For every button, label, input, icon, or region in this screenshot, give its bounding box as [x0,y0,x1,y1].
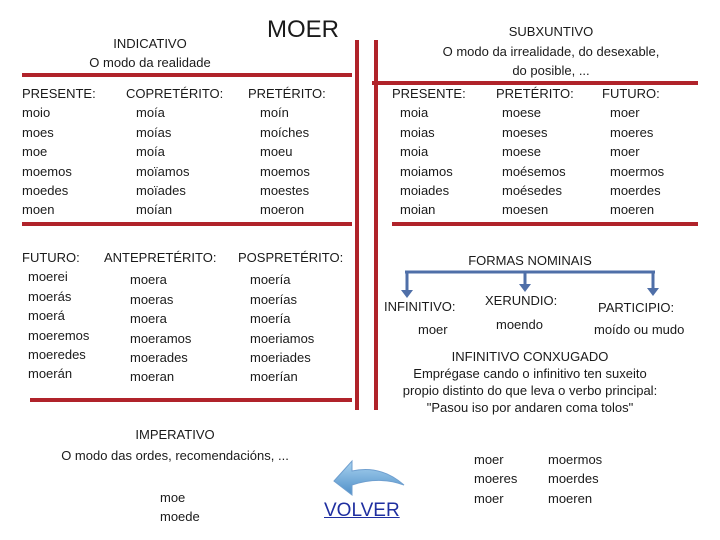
infinitivo-value: moer [418,322,448,337]
conj-form: moesen [502,202,549,218]
conj-form: moer [610,105,640,121]
conj-form: moeriades [250,350,311,366]
conj-form: moeron [260,202,305,218]
subxuntivo-header [420,24,682,79]
subxuntivo-presente-label: PRESENTE: [392,86,466,101]
conj-form: moeres [610,124,654,140]
conj-form: moerades [130,350,188,366]
infinitivo-conxugado [380,348,680,416]
volver-arrow-icon[interactable] [330,455,410,505]
infinitivo-conxugado-line-1: Emprégase cando o infinitivo ten suxeito [413,366,647,381]
conj-form: moïamos [136,163,190,179]
xerundio-label: XERUNDIO: [485,293,558,308]
conj-form: moedes [22,183,69,199]
imperativo-forms [160,488,200,527]
conj-form: moemos [22,163,72,179]
indicativo-presente [22,84,96,220]
conj-form: moeremos [28,327,90,343]
conj-form: moeres [474,471,518,487]
conj-form: moésedes [502,183,562,199]
conj-form: moésemos [502,163,566,179]
page-title: MOER [267,16,339,43]
conj-form: moemos [260,163,310,179]
participio-value: moído ou mudo [594,322,685,337]
conj-form: moermos [548,452,603,467]
conj-form: moíches [260,124,310,140]
indicativo-pospreterito [238,248,343,387]
conj-form: moen [22,202,55,218]
conj-form: moer [610,144,640,160]
arrow-head-infinitivo [401,290,413,298]
indicativo-preterito [248,84,326,220]
conj-form: moías [136,124,172,140]
conj-form: moe [160,490,186,505]
indicativo-copreterito-label: COPRETÉRITO: [126,86,224,101]
conj-form: moeren [548,490,593,506]
imperativo-name: IMPERATIVO [135,427,215,442]
arrow-head-participio [647,288,659,296]
conj-form: moer [474,490,504,506]
indicativo-copreterito [126,84,223,220]
conj-form: moia [400,105,429,121]
conj-form: moerei [28,269,68,285]
subxuntivo-presente [392,84,466,220]
conj-form: moeras [130,291,174,307]
indicativo-antepreterito [104,248,216,387]
indicativo-futuro [22,248,89,384]
subxuntivo-preterito-label: PRETÉRITO: [496,86,574,101]
conj-form: moía [136,105,165,121]
rule-indicativo-bottom [30,398,352,402]
conj-form: moeren [610,202,655,218]
indicativo-futuro-label: FUTURO: [22,250,80,265]
conj-form: moerdes [610,183,661,199]
arrow-head-xerundio [519,284,531,292]
conj-form: moias [400,124,435,140]
conj-form: moes [22,124,54,140]
conj-form: moiades [400,183,450,199]
conj-form: moiamos [400,163,453,179]
conj-form: moeu [260,144,293,160]
conj-form: moerías [250,291,297,307]
subxuntivo-futuro [602,84,664,220]
conj-form: moeramos [130,330,192,346]
conj-form: moe [22,144,48,160]
conj-form: moerán [28,366,73,382]
indicativo-presente-label: PRESENTE: [22,86,96,101]
conj-form: moeriamos [250,330,315,346]
conj-form: moeredes [28,347,86,363]
conj-form: moian [400,202,436,218]
conj-form: moera [130,272,167,288]
conj-form: moería [250,311,291,327]
indicativo-pospreterito-label: POSPRETÉRITO: [238,250,344,265]
indicativo-antepreterito-label: ANTEPRETÉRITO: [104,250,217,265]
rule-vertical-left [355,40,359,410]
conj-form: moerá [28,308,65,324]
conj-form: moín [260,105,289,121]
subxuntivo-desc-2: do posible, ... [512,63,590,78]
infinitivo-conxugado-line-3: "Pasou iso por andaren coma tolos" [426,400,634,415]
infinitivo-label: INFINITIVO: [384,299,456,314]
infinitivo-conxugado-col-2 [548,450,602,508]
subxuntivo-desc-1: O modo da irrealidade, do desexable, [442,44,660,59]
conj-form: moerás [28,288,72,304]
conj-form: moeran [130,369,175,385]
conj-form: moeses [502,124,548,140]
rule-subxuntivo-mid [392,222,698,226]
infinitivo-conxugado-col-1 [474,450,517,508]
indicativo-preterito-label: PRETÉRITO: [248,86,326,101]
infinitivo-conxugado-line-2: propio distinto do que leva o verbo principal: [402,383,658,398]
conj-form: moía [136,144,165,160]
infinitivo-conxugado-title: INFINITIVO CONXUGADO [451,349,609,364]
indicativo-name: INDICATIVO [113,36,187,51]
rule-indicativo-mid [22,222,352,226]
indicativo-desc: O modo da realidade [89,55,211,70]
conj-form: moera [130,311,167,327]
imperativo-header [30,427,320,464]
rule-indicativo-top [22,73,352,77]
conj-form: moia [400,144,429,160]
participio-label: PARTICIPIO: [598,300,675,315]
xerundio-value: moendo [496,317,543,332]
subxuntivo-futuro-label: FUTURO: [602,86,660,101]
conj-form: moïades [136,183,186,199]
conj-form: moerdes [548,471,599,487]
conj-form: moestes [260,183,310,199]
subxuntivo-preterito [496,84,574,220]
conj-form: moería [250,272,291,288]
conj-form: moio [22,105,51,121]
subxuntivo-name: SUBXUNTIVO [508,24,594,39]
conj-form: moían [136,202,173,218]
conj-form: moer [474,452,504,467]
volver-link[interactable]: VOLVER [324,500,400,521]
conj-form: moerían [250,369,298,385]
indicativo-header [70,36,230,71]
formas-nominais-title: FORMAS NOMINAIS [468,253,592,268]
conj-form: moese [502,144,542,160]
conj-form: moede [160,509,200,525]
conj-form: moese [502,105,542,121]
imperativo-desc: O modo das ordes, recomendacións, ... [61,448,289,463]
rule-vertical-right [374,40,378,410]
conj-form: moermos [610,163,665,179]
